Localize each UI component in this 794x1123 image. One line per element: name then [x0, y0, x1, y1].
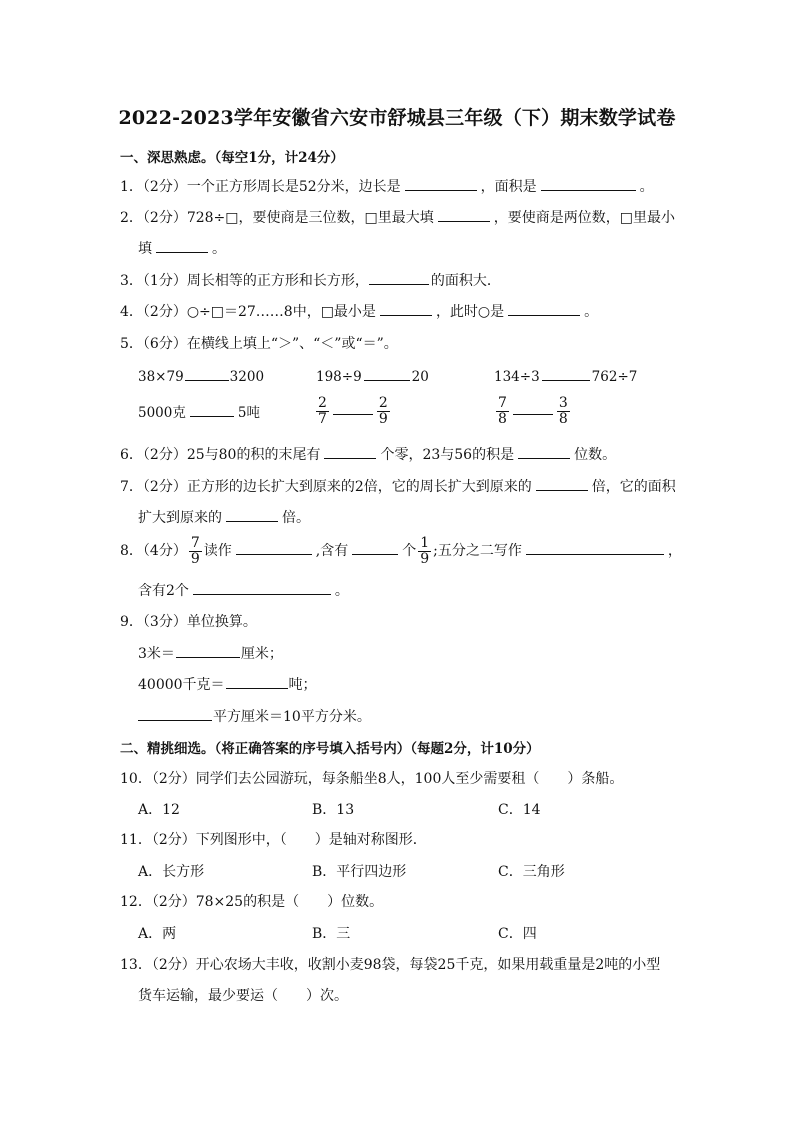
fraction: $\frac{1}{9}$	[420, 535, 430, 567]
q9-a-end: 厘米；	[240, 646, 283, 662]
fraction: $\frac{2}{9}$	[378, 395, 388, 427]
answer-blank[interactable]	[364, 366, 410, 381]
option-c[interactable]: C．三角形	[498, 864, 565, 880]
option-c[interactable]: C．四	[498, 926, 537, 942]
question-4	[120, 301, 598, 321]
answer-blank[interactable]	[236, 540, 312, 555]
answer-blank[interactable]	[518, 444, 570, 459]
question-13: 13．（2分）开心农场大丰收，收割小麦98袋，每袋25千克，如果用载重量是2吨的小型	[120, 957, 661, 973]
q1-end: 。	[639, 179, 654, 195]
q1-text: 1．（2分）一个正方形周长是52分米，边长是	[120, 179, 401, 195]
compare-item	[138, 401, 260, 421]
q9-c-end: 平方厘米＝10平方分米。	[213, 709, 371, 725]
q3-text: 3．（1分）周长相等的正方形和长方形，	[120, 273, 369, 289]
q6-mid: 个零，23与56的积是	[380, 447, 515, 463]
option-b[interactable]: B．13	[312, 802, 355, 818]
section-1-heading: 一、深思熟虑。（每空1分，计24分）	[120, 150, 344, 166]
q7-text: 7．（2分）正方形的边长扩大到原来的2倍，它的周长扩大到原来的	[120, 479, 532, 495]
fraction: $\frac{2}{7}$	[318, 395, 327, 427]
option-b[interactable]: B．三	[312, 926, 351, 942]
answer-blank[interactable]	[405, 176, 477, 191]
fraction: $\frac{7}{9}$	[190, 535, 200, 567]
answer-blank[interactable]	[380, 301, 432, 316]
answer-blank[interactable]	[513, 400, 553, 415]
question-12: 12．（2分）78×25的积是（ ）位数。	[120, 894, 384, 910]
answer-blank[interactable]	[138, 706, 212, 721]
q9-a-pre: 3米＝	[138, 646, 175, 662]
question-8	[120, 536, 682, 566]
option-a[interactable]: A．长方形	[138, 864, 205, 880]
unit-conversion-2	[138, 674, 317, 694]
q8-a: ,含有	[315, 543, 349, 560]
q6-end: 位数。	[574, 447, 617, 463]
option-a[interactable]: A．12	[138, 802, 180, 818]
answer-blank[interactable]	[438, 207, 490, 222]
q8-b: 个	[402, 543, 417, 560]
q4-text: 4．（2分）○÷□＝27……8中，□最小是	[120, 304, 376, 320]
answer-blank[interactable]	[542, 366, 590, 381]
q3-end: 的面积大．	[430, 273, 501, 289]
question-13-line2: 货车运输，最少要运（ ）次。	[138, 988, 348, 1004]
compare-item	[494, 366, 637, 385]
compare-right: 3200	[229, 369, 265, 385]
answer-blank[interactable]	[176, 643, 240, 658]
compare-left: 134÷3	[494, 369, 540, 385]
question-2-line2	[138, 238, 226, 258]
answer-blank[interactable]	[333, 400, 373, 415]
compare-item	[314, 396, 392, 426]
compare-left: 198÷9	[316, 369, 362, 385]
question-8-line2	[138, 580, 349, 600]
answer-blank[interactable]	[508, 301, 580, 316]
q8-l2-pre: 含有2个	[138, 583, 189, 599]
option-c[interactable]: C．14	[498, 802, 541, 818]
answer-blank[interactable]	[190, 402, 234, 417]
answer-blank[interactable]	[536, 476, 588, 491]
q7-l2-pre: 扩大到原来的	[138, 510, 222, 526]
page-title: 2022-2023学年安徽省六安市舒城县三年级（下）期末数学试卷	[118, 107, 676, 129]
q2-l2-pre: 填	[138, 241, 152, 257]
q9-b-end: 吨；	[288, 677, 317, 693]
question-7	[120, 476, 676, 496]
unit-conversion-3	[138, 706, 371, 726]
answer-blank[interactable]	[185, 366, 229, 381]
q1-mid: ，面积是	[480, 179, 537, 195]
answer-blank[interactable]	[156, 238, 208, 253]
answer-blank[interactable]	[226, 507, 278, 522]
answer-blank[interactable]	[193, 580, 331, 595]
unit-conversion-1	[138, 643, 283, 663]
compare-item	[494, 396, 572, 426]
q9-b-pre: 40000千克＝	[138, 677, 225, 693]
q8-text: 8．（4分）	[120, 543, 187, 560]
question-11: 11．（2分）下列图形中，（ ）是轴对称图形．	[120, 832, 427, 848]
question-1	[120, 176, 654, 196]
answer-blank[interactable]	[526, 540, 664, 555]
answer-blank[interactable]	[541, 176, 636, 191]
question-6	[120, 444, 616, 464]
compare-left: 5000克	[138, 405, 186, 421]
compare-item	[316, 366, 429, 385]
question-3	[120, 270, 501, 290]
q4-end: 。	[584, 304, 599, 320]
q8-d: ，	[667, 543, 682, 560]
q2-l2-end: 。	[212, 241, 226, 257]
option-a[interactable]: A．两	[138, 926, 177, 942]
question-10: 10．（2分）同学们去公园游玩，每条船坐8人，100人至少需要租（ ）条船。	[120, 771, 624, 787]
compare-left: 38×79	[138, 369, 184, 385]
section-2-heading: 二、精挑细选。（将正确答案的序号填入括号内）（每题2分，计10分）	[120, 741, 540, 757]
compare-right: 762÷7	[591, 369, 638, 385]
q4-mid: ，此时○是	[435, 304, 505, 320]
answer-blank[interactable]	[226, 674, 288, 689]
question-7-line2	[138, 507, 310, 527]
q6-text: 6．（2分）25与80的积的末尾有	[120, 447, 321, 463]
question-5: 5．（6分）在横线上填上“＞”、“＜”或“＝”。	[120, 336, 398, 352]
answer-blank[interactable]	[324, 444, 376, 459]
compare-right: 5吨	[237, 405, 260, 421]
fraction: $\frac{7}{8}$	[498, 395, 507, 427]
question-2	[120, 207, 675, 227]
q7-mid: 倍，它的面积	[591, 479, 676, 495]
answer-blank[interactable]	[352, 540, 398, 555]
fraction: $\frac{3}{8}$	[558, 395, 568, 427]
q8-c: ;五分之二写作	[433, 543, 522, 560]
question-9: 9．（3分）单位换算。	[120, 614, 257, 630]
q2-text: 2．（2分）728÷□，要使商是三位数，□里最大填	[120, 210, 434, 226]
option-b[interactable]: B．平行四边形	[312, 864, 407, 880]
q7-l2-end: 倍。	[282, 510, 310, 526]
compare-item	[138, 366, 264, 385]
q8-l2-end: 。	[334, 583, 349, 599]
compare-right: 20	[411, 369, 429, 385]
q2-mid: ，要使商是两位数，□里最小	[493, 210, 675, 226]
answer-blank[interactable]	[369, 270, 429, 285]
q8-read: 读作	[203, 543, 232, 560]
